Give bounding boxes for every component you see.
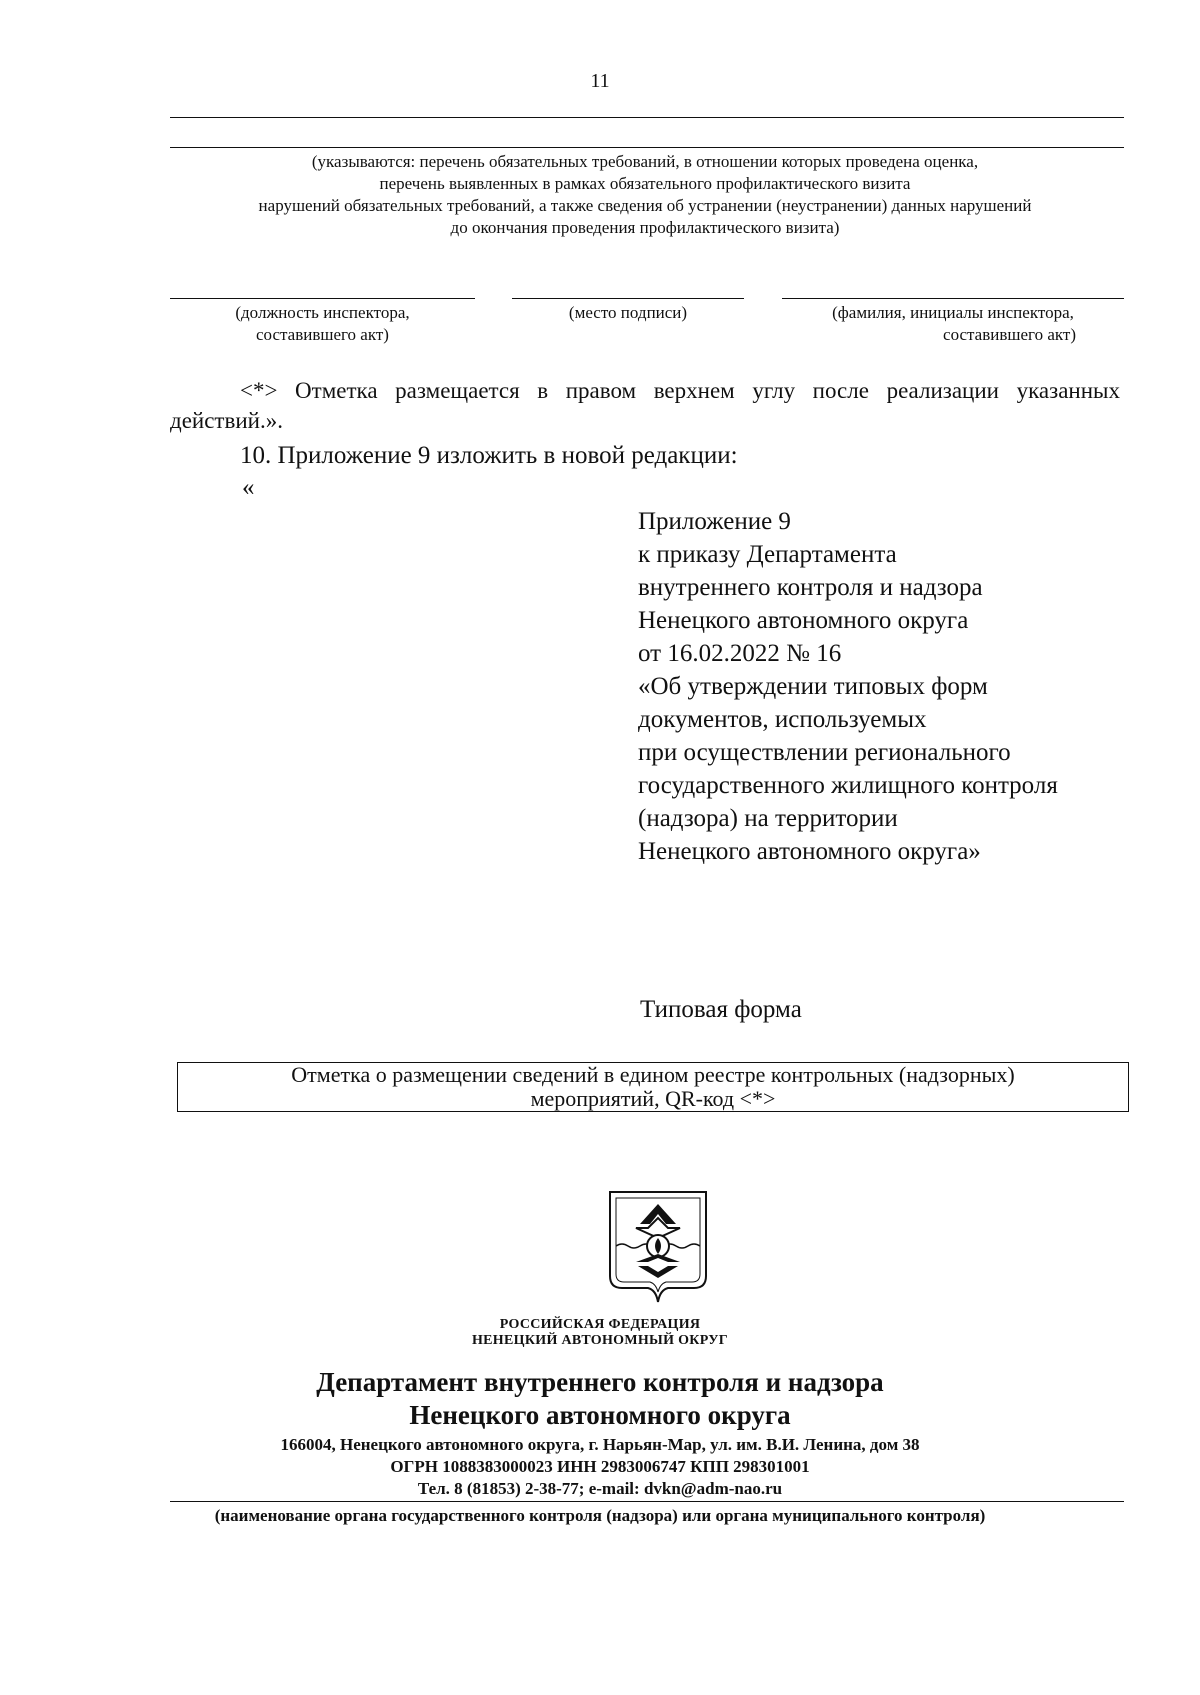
opening-quote: « — [242, 474, 255, 501]
appendix-line: от 16.02.2022 № 16 — [638, 640, 842, 667]
divider-line — [170, 147, 1124, 148]
appendix-line: к приказу Департамента — [638, 541, 897, 568]
appendix-line: «Об утверждении типовых форм — [638, 673, 988, 700]
signature-line-place — [512, 298, 744, 299]
item-10-heading: 10. Приложение 9 изложить в новой редакции: — [240, 442, 738, 469]
note-line: (указываются: перечень обязательных требований, в отношении которых проведена оценка, — [311, 152, 979, 171]
registry-qr-box — [177, 1062, 1129, 1112]
letterhead-header — [0, 1317, 1200, 1349]
appendix-line: (надзора) на территории — [638, 805, 898, 832]
department-name — [0, 1366, 1200, 1432]
appendix-line: Ненецкого автономного округа» — [638, 838, 981, 865]
caption-line: (фамилия, инициалы инспектора, — [832, 303, 1074, 322]
coat-of-arms-icon — [606, 1188, 710, 1310]
appendix-line: Приложение 9 — [638, 508, 791, 535]
signature-caption-position — [170, 302, 475, 346]
okrug-label: НЕНЕЦКИЙ АВТОНОМНЫЙ ОКРУГ — [471, 1333, 729, 1348]
caption-line: составившего акт) — [943, 325, 1076, 344]
footnote-line-1: <*> Отметка размещается в правом верхнем углу после реализации указанных — [240, 378, 1120, 403]
divider-line — [170, 117, 1124, 118]
department-line: Департамент внутреннего контроля и надзора — [316, 1367, 884, 1397]
signature-caption-name — [782, 302, 1124, 346]
signature-line-name — [782, 298, 1124, 299]
note-line: перечень выявленных в рамках обязательного профилактического визита — [379, 174, 911, 193]
letterhead-rule — [170, 1501, 1124, 1502]
caption-line: (должность инспектора, — [235, 303, 410, 322]
appendix-line: государственного жилищного контроля — [638, 772, 1058, 799]
footnote-line-2: действий.». — [170, 408, 283, 433]
department-line: Ненецкого автономного округа — [409, 1400, 791, 1430]
note-line: нарушений обязательных требований, а также сведения об устранении (неустранении) данных нарушений — [258, 196, 1032, 215]
appendix-line: при осуществлении регионального — [638, 739, 1011, 766]
signature-line-position — [170, 298, 475, 299]
registry-box-line: Отметка о размещении сведений в едином реестре контрольных (надзорных) — [291, 1062, 1015, 1087]
appendix-header — [638, 505, 1058, 868]
appendix-line: документов, используемых — [638, 706, 927, 733]
requirements-note — [160, 151, 1130, 239]
authority-caption: (наименование органа государственного контроля (надзора) или органа муниципального контроля) — [214, 1506, 986, 1525]
appendix-line: внутреннего контроля и надзора — [638, 574, 983, 601]
address-line: 166004, Ненецкого автономного округа, г. Нарьян-Мар, ул. им. В.И. Ленина, дом 38 — [280, 1435, 920, 1454]
note-line: до окончания проведения профилактического визита) — [450, 218, 840, 237]
requisites-line: ОГРН 1088383000023 ИНН 2983006747 КПП 298301001 — [390, 1457, 810, 1476]
signature-caption-place: (место подписи) — [568, 303, 688, 322]
federation-label: РОССИЙСКАЯ ФЕДЕРАЦИЯ — [499, 1317, 701, 1332]
contacts-line: Тел. 8 (81853) 2-38-77; e-mail: dvkn@adm-nao.ru — [417, 1479, 783, 1498]
appendix-line: Ненецкого автономного округа — [638, 607, 969, 634]
page-number: 11 — [590, 70, 610, 92]
registry-box-line: мероприятий, QR-код <*> — [530, 1086, 776, 1111]
caption-line: составившего акт) — [256, 325, 389, 344]
department-details — [0, 1434, 1200, 1500]
form-type-label: Типовая форма — [640, 996, 802, 1023]
